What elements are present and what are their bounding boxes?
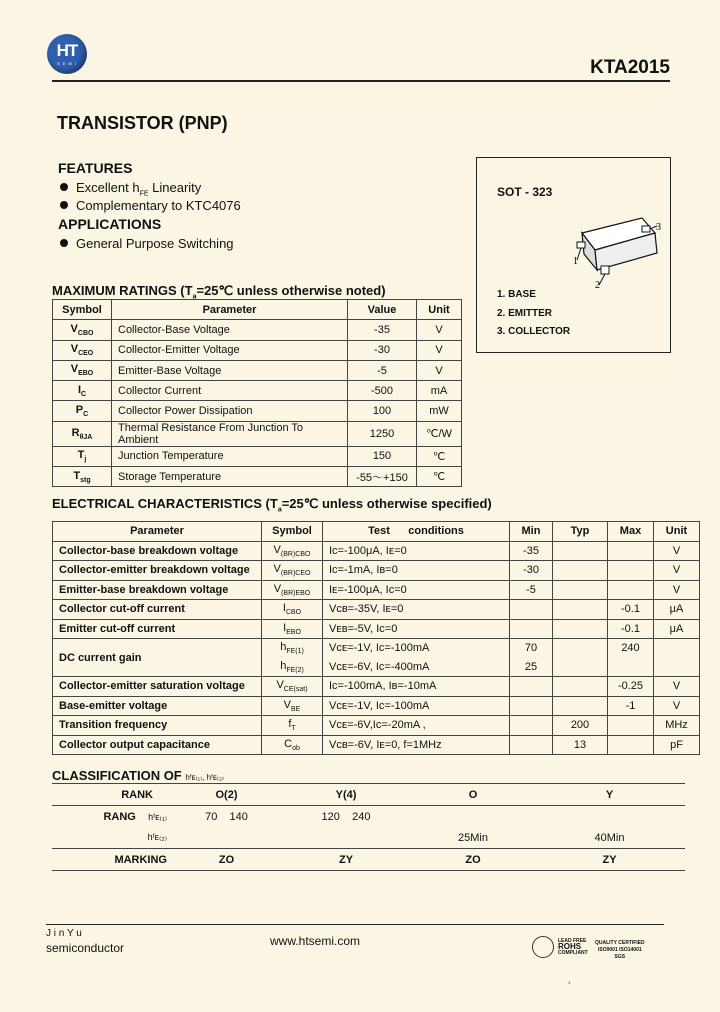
parameter-cell: Collector-Base Voltage: [112, 320, 348, 340]
symbol-cell: $I_{CBO}$: [262, 600, 323, 620]
column-header: Unit: [654, 522, 700, 542]
parameter-cell: Emitter-base breakdown voltage: [53, 580, 262, 600]
rank-label: RANK: [52, 784, 173, 806]
parameter-cell: Emitter cut-off current: [53, 619, 262, 639]
table-row: [53, 320, 462, 340]
pin-desc: 2. EMITTER: [497, 308, 553, 319]
parameter-cell: Transition frequency: [53, 716, 262, 736]
pin-label: 2: [595, 280, 600, 291]
typ-cell: [553, 677, 608, 697]
column-header: Unit: [417, 300, 462, 320]
unit-cell: V: [654, 541, 700, 561]
value-cell: 1250: [348, 421, 417, 446]
unit-cell: μA: [654, 600, 700, 620]
min-cell: [510, 600, 553, 620]
features-heading: FEATURES: [58, 160, 133, 176]
condition-cell: Vᴇʙ=-5V, Iᴄ=0: [323, 619, 510, 639]
pin-label: 1: [573, 256, 578, 267]
table-row: [53, 401, 462, 421]
package-box: [476, 157, 671, 353]
unit-cell: V: [654, 580, 700, 600]
column-header: Symbol: [53, 300, 112, 320]
rank-cell: Y(4): [280, 784, 412, 806]
part-number: KTA2015: [590, 57, 670, 78]
parameter-cell: Collector-emitter breakdown voltage: [53, 561, 262, 581]
symbol-cell: $V_{CEO}$: [53, 340, 112, 360]
table-row: [53, 619, 700, 639]
pin-label: 3: [656, 222, 661, 233]
min-cell: 70: [510, 639, 553, 658]
value-cell: -30: [348, 340, 417, 360]
logo-subtext: S E M I: [56, 61, 78, 66]
max-cell: -0.25: [608, 677, 654, 697]
condition-cell: Vᴄᴇ=-6V,Iᴄ=-20mA ,: [323, 716, 510, 736]
rank-cell: O: [412, 784, 534, 806]
typ-cell: [553, 696, 608, 716]
table-row: [53, 600, 700, 620]
unit-cell: ℃/W: [417, 421, 462, 446]
condition-cell: Iᴄ=-100mA, Iʙ=-10mA: [323, 677, 510, 697]
symbol-cell: $V_{BE}$: [262, 696, 323, 716]
condition-cell: Vᴄᴇ=-6V, Iᴄ=-400mA: [323, 658, 510, 677]
unit-cell: mW: [417, 401, 462, 421]
application-item: General Purpose Switching: [60, 236, 234, 251]
symbol-cell: $T_j$: [53, 446, 112, 466]
max-cell: -0.1: [608, 619, 654, 639]
symbol-cell: $V_{(BR)CBO}$: [262, 541, 323, 561]
min-cell: [510, 696, 553, 716]
parameter-cell: Junction Temperature: [112, 446, 348, 466]
page-title: TRANSISTOR (PNP): [57, 113, 228, 133]
column-header: Parameter: [112, 300, 348, 320]
rank-cell: O(2): [173, 784, 280, 806]
header-divider: [52, 80, 670, 82]
table-row: [53, 446, 462, 466]
sot323-drawing: [477, 158, 670, 352]
unit-cell: V: [417, 360, 462, 380]
typ-cell: [553, 619, 608, 639]
symbol-cell: $h_{FE(1)}$: [262, 639, 323, 658]
condition-cell: Iᴄ=-100μA, Iᴇ=0: [323, 541, 510, 561]
max-cell: [608, 561, 654, 581]
unit-cell: μA: [654, 619, 700, 639]
footer-divider: [46, 924, 664, 925]
typ-cell: 200: [553, 716, 608, 736]
symbol-cell: $I_C$: [53, 381, 112, 401]
parameter-cell: Base-emitter voltage: [53, 696, 262, 716]
max-cell: 240: [608, 639, 654, 658]
marking-cell: ZO: [173, 849, 280, 871]
value-cell: 100: [348, 401, 417, 421]
unit-cell: MHz: [654, 716, 700, 736]
condition-cell: Vᴄᴇ=-1V, Iᴄ=-100mA: [323, 639, 510, 658]
rank-cell: Y: [534, 784, 685, 806]
applications-heading: APPLICATIONS: [58, 216, 162, 232]
table-row: [53, 421, 462, 446]
unit-cell: V: [654, 677, 700, 697]
symbol-cell: $V_{CBO}$: [53, 320, 112, 340]
bullet-icon: [60, 201, 68, 209]
symbol-cell: $h_{FE(2)}$: [262, 658, 323, 677]
symbol-cell: $I_{EBO}$: [262, 619, 323, 639]
rang-cell: 25Min: [458, 831, 488, 844]
pin-desc: 1. BASE: [497, 289, 536, 300]
marking-cell: ZO: [412, 849, 534, 871]
min-cell: -5: [510, 580, 553, 600]
condition-cell: Iᴄ=-1mA, Iʙ=0: [323, 561, 510, 581]
symbol-cell: $T_{stg}$: [53, 467, 112, 487]
unit-cell: V: [417, 340, 462, 360]
unit-cell: pF: [654, 735, 700, 755]
parameter-cell: Collector-Emitter Voltage: [112, 340, 348, 360]
symbol-cell: $V_{(BR)CEO}$: [262, 561, 323, 581]
rang-cell: 70 140: [173, 806, 280, 828]
unit-cell: V: [654, 561, 700, 581]
unit-cell: V: [654, 696, 700, 716]
pb-free-icon: [532, 936, 554, 958]
unit-cell: mA: [417, 381, 462, 401]
hfe2-label: hᶠᴇ₍₂₎: [147, 832, 167, 842]
table-row: [53, 360, 462, 380]
rang-cell: 120 240: [280, 806, 412, 828]
table-row: [53, 381, 462, 401]
company-line2: semiconductor: [46, 941, 125, 955]
marking-label: MARKING: [52, 849, 173, 871]
symbol-cell: $R_{\theta JA}$: [53, 421, 112, 446]
table-row: [52, 806, 685, 828]
table-row: [53, 467, 462, 487]
company-logo: [47, 34, 87, 74]
column-header: Min: [510, 522, 553, 542]
pin-desc: 3. COLLECTOR: [497, 326, 571, 337]
electrical-table: [52, 521, 700, 755]
min-cell: [510, 735, 553, 755]
symbol-cell: $P_C$: [53, 401, 112, 421]
typ-cell: 13: [553, 735, 608, 755]
electrical-heading: ELECTRICAL CHARACTERISTICS ($T_a=25℃$ unless otherwise specified): [52, 496, 492, 514]
condition-cell: Vᴄʙ=-35V, Iᴇ=0: [323, 600, 510, 620]
table-row: [53, 541, 700, 561]
table-row: [53, 677, 700, 697]
classification-heading: CLASSIFICATION OF hᶠᴇ₍₁₎, hᶠᴇ₍₂₎: [52, 768, 224, 783]
package-name: SOT - 323: [497, 185, 553, 199]
typ-cell: [553, 541, 608, 561]
min-cell: 25: [510, 658, 553, 677]
table-row: [52, 827, 685, 849]
table-header-row: [53, 522, 700, 542]
unit-cell: ℃: [417, 446, 462, 466]
condition-cell: Iᴇ=-100μA, Iᴄ=0: [323, 580, 510, 600]
value-cell: -500: [348, 381, 417, 401]
table-row: [53, 639, 700, 658]
parameter-cell: DC current gain: [53, 639, 262, 677]
table-row: [53, 716, 700, 736]
min-cell: -35: [510, 541, 553, 561]
max-ratings-table: [52, 299, 462, 487]
parameter-cell: Emitter-Base Voltage: [112, 360, 348, 380]
value-cell: 150: [348, 446, 417, 466]
column-header: Test conditions: [323, 522, 510, 542]
table-row: [53, 561, 700, 581]
column-header: Parameter: [53, 522, 262, 542]
rohs-badge: LEAD FREE ROHS COMPLIANT: [558, 938, 588, 956]
condition-cell: Vᴄʙ=-6V, Iᴇ=0, f=1MHz: [323, 735, 510, 755]
value-cell: -35: [348, 320, 417, 340]
unit-cell: [654, 639, 700, 677]
table-row: [53, 696, 700, 716]
min-cell: [510, 619, 553, 639]
website-link[interactable]: www.htsemi.com: [270, 934, 361, 948]
parameter-cell: Collector-base breakdown voltage: [53, 541, 262, 561]
company-line1: J i n Y u: [46, 928, 82, 939]
column-header: Value: [348, 300, 417, 320]
table-row: [53, 340, 462, 360]
symbol-cell: $V_{EBO}$: [53, 360, 112, 380]
parameter-cell: Collector output capacitance: [53, 735, 262, 755]
max-ratings-heading: MAXIMUM RATINGS ($T_a=25℃$ unless otherwise noted): [52, 283, 386, 301]
rang-cell: 40Min: [594, 831, 625, 844]
rang-label: RANG hᶠᴇ₍₁₎: [52, 806, 173, 828]
unit-cell: ℃: [417, 467, 462, 487]
table-row: [53, 580, 700, 600]
iso-badge: QUALITY CERTIFIED ISO9001 ISO14001 SGS: [595, 940, 645, 960]
marking-cell: ZY: [280, 849, 412, 871]
min-cell: [510, 716, 553, 736]
symbol-cell: $C_{ob}$: [262, 735, 323, 755]
max-cell: [608, 735, 654, 755]
page-mark: 1: [568, 980, 571, 985]
symbol-cell: $f_T$: [262, 716, 323, 736]
parameter-cell: Collector cut-off current: [53, 600, 262, 620]
table-row: [52, 784, 685, 806]
logo-text: HT: [56, 41, 78, 60]
parameter-cell: Collector Current: [112, 381, 348, 401]
parameter-cell: Collector-emitter saturation voltage: [53, 677, 262, 697]
classification-table: [52, 783, 685, 871]
max-cell: [608, 541, 654, 561]
max-cell: [608, 716, 654, 736]
typ-cell: [553, 580, 608, 600]
parameter-cell: Collector Power Dissipation: [112, 401, 348, 421]
table-row: [53, 735, 700, 755]
feature-item: Complementary to KTC4076: [60, 198, 241, 213]
table-header-row: [53, 300, 462, 320]
min-cell: [510, 677, 553, 697]
marking-cell: ZY: [534, 849, 685, 871]
min-cell: -30: [510, 561, 553, 581]
unit-cell: V: [417, 320, 462, 340]
feature-item: Excellent $h_{FE}$ Linearity: [60, 180, 201, 198]
column-header: Max: [608, 522, 654, 542]
column-header: Symbol: [262, 522, 323, 542]
bullet-icon: [60, 239, 68, 247]
parameter-cell: Storage Temperature: [112, 467, 348, 487]
max-cell: [608, 580, 654, 600]
value-cell: -5: [348, 360, 417, 380]
condition-cell: Vᴄᴇ=-1V, Iᴄ=-100mA: [323, 696, 510, 716]
parameter-cell: Thermal Resistance From Junction To Ambient: [112, 421, 348, 446]
column-header: Typ: [553, 522, 608, 542]
max-cell: -0.1: [608, 600, 654, 620]
typ-cell: [553, 639, 608, 677]
typ-cell: [553, 561, 608, 581]
value-cell: -55～+150: [348, 467, 417, 487]
max-cell: -1: [608, 696, 654, 716]
bullet-icon: [60, 183, 68, 191]
table-row: [52, 849, 685, 871]
typ-cell: [553, 600, 608, 620]
symbol-cell: $V_{CE(sat)}$: [262, 677, 323, 697]
symbol-cell: $V_{(BR)EBO}$: [262, 580, 323, 600]
